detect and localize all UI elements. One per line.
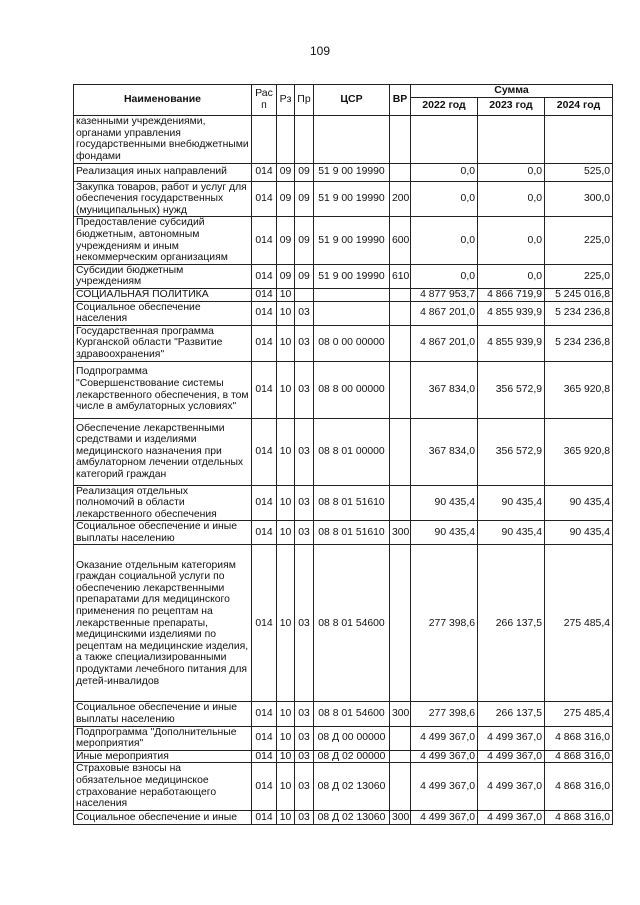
- header-2022: 2022 год: [411, 97, 478, 115]
- row-csr: 51 9 00 19990: [314, 163, 390, 181]
- table-row: [74, 181, 613, 217]
- row-pr: 09: [295, 217, 314, 264]
- row-ras: 014: [252, 264, 277, 288]
- row-amount-2023: 0,0: [478, 181, 545, 217]
- row-ras: 014: [252, 763, 277, 810]
- row-csr: 08 8 01 00000: [314, 418, 390, 485]
- table-row: [74, 545, 613, 702]
- row-rz: 09: [277, 163, 295, 181]
- row-pr: 03: [295, 545, 314, 702]
- row-amount-2023: 90 435,4: [478, 521, 545, 545]
- row-rz: 10: [277, 301, 295, 325]
- row-amount-2023: 4 499 367,0: [478, 750, 545, 763]
- row-amount-2023: 356 572,9: [478, 418, 545, 485]
- row-amount-2023: [478, 115, 545, 163]
- row-amount-2024: 275 485,4: [545, 545, 613, 702]
- row-vr: [390, 726, 411, 750]
- row-rz: 09: [277, 264, 295, 288]
- row-rz: 10: [277, 418, 295, 485]
- row-amount-2024: 225,0: [545, 217, 613, 264]
- row-vr: 610: [390, 264, 411, 288]
- header-csr: ЦСР: [314, 85, 390, 116]
- row-amount-2022: 277 398,6: [411, 545, 478, 702]
- row-name: СОЦИАЛЬНАЯ ПОЛИТИКА: [74, 288, 252, 301]
- row-vr: 300: [390, 810, 411, 824]
- row-vr: [390, 763, 411, 810]
- table-row: [74, 702, 613, 726]
- header-2023: 2023 год: [478, 97, 545, 115]
- row-rz: 10: [277, 521, 295, 545]
- table-row: [74, 163, 613, 181]
- row-amount-2023: 0,0: [478, 264, 545, 288]
- row-ras: 014: [252, 361, 277, 418]
- row-vr: [390, 418, 411, 485]
- row-amount-2022: [411, 115, 478, 163]
- row-vr: 600: [390, 217, 411, 264]
- table-row: [74, 810, 613, 824]
- row-ras: 014: [252, 485, 277, 521]
- row-name: Страховые взносы на обязательное медицинское страхование неработающего населения: [74, 763, 252, 810]
- row-csr: 51 9 00 19990: [314, 217, 390, 264]
- row-csr: 08 Д 00 00000: [314, 726, 390, 750]
- row-ras: 014: [252, 726, 277, 750]
- row-amount-2022: 277 398,6: [411, 702, 478, 726]
- row-vr: [390, 750, 411, 763]
- row-csr: 51 9 00 19990: [314, 264, 390, 288]
- table-row: [74, 763, 613, 810]
- row-amount-2023: 4 866 719,9: [478, 288, 545, 301]
- row-rz: 10: [277, 485, 295, 521]
- row-name: Иные мероприятия: [74, 750, 252, 763]
- row-amount-2023: 0,0: [478, 163, 545, 181]
- row-pr: 03: [295, 810, 314, 824]
- row-csr: [314, 301, 390, 325]
- row-amount-2023: 266 137,5: [478, 702, 545, 726]
- row-vr: [390, 288, 411, 301]
- row-pr: 03: [295, 763, 314, 810]
- row-csr: 08 8 00 00000: [314, 361, 390, 418]
- row-ras: 014: [252, 418, 277, 485]
- row-amount-2024: 365 920,8: [545, 361, 613, 418]
- row-pr: 03: [295, 361, 314, 418]
- row-ras: 014: [252, 325, 277, 361]
- row-name: Социальное обеспечение и иные: [74, 810, 252, 824]
- row-amount-2024: 365 920,8: [545, 418, 613, 485]
- row-amount-2024: 4 868 316,0: [545, 810, 613, 824]
- row-amount-2024: 5 234 236,8: [545, 325, 613, 361]
- row-name: Оказание отдельным категориям граждан социальной услуги по обеспечению лекарственными препаратами для медицинского применения по рецептам на лекарственные препараты, медицинскими изделиями по рецептам на медицинские изделия, а также специализированными продуктами лечебного питания для детей-инвалидов: [74, 545, 252, 702]
- row-amount-2022: 367 834,0: [411, 361, 478, 418]
- row-amount-2024: 5 234 236,8: [545, 301, 613, 325]
- row-amount-2022: 4 867 201,0: [411, 301, 478, 325]
- row-amount-2022: 0,0: [411, 217, 478, 264]
- row-name: Реализация отдельных полномочий в области лекарственного обеспечения: [74, 485, 252, 521]
- table-row: [74, 726, 613, 750]
- row-pr: 03: [295, 521, 314, 545]
- row-pr: [295, 288, 314, 301]
- row-vr: [390, 301, 411, 325]
- row-rz: 10: [277, 763, 295, 810]
- row-amount-2023: 4 499 367,0: [478, 810, 545, 824]
- page-number: 109: [309, 44, 331, 58]
- row-rz: 09: [277, 217, 295, 264]
- row-amount-2024: 225,0: [545, 264, 613, 288]
- row-csr: 08 Д 02 00000: [314, 750, 390, 763]
- row-vr: [390, 163, 411, 181]
- row-amount-2023: 356 572,9: [478, 361, 545, 418]
- header-sum: Сумма: [411, 85, 613, 98]
- row-amount-2024: 4 868 316,0: [545, 763, 613, 810]
- row-name: Закупка товаров, работ и услуг для обеспечения государственных (муниципальных) нужд: [74, 181, 252, 217]
- row-rz: 10: [277, 750, 295, 763]
- row-amount-2023: 0,0: [478, 217, 545, 264]
- row-ras: 014: [252, 217, 277, 264]
- row-amount-2022: 4 867 201,0: [411, 325, 478, 361]
- row-amount-2024: [545, 115, 613, 163]
- row-amount-2022: 4 499 367,0: [411, 726, 478, 750]
- row-csr: 08 0 00 00000: [314, 325, 390, 361]
- row-amount-2022: 4 499 367,0: [411, 810, 478, 824]
- row-ras: 014: [252, 301, 277, 325]
- row-ras: 014: [252, 163, 277, 181]
- row-vr: 300: [390, 702, 411, 726]
- row-amount-2023: 4 499 367,0: [478, 726, 545, 750]
- row-vr: [390, 545, 411, 702]
- row-amount-2024: 525,0: [545, 163, 613, 181]
- row-name: Предоставление субсидий бюджетным, автономным учреждениям и иным некоммерческим организациям: [74, 217, 252, 264]
- row-rz: 10: [277, 726, 295, 750]
- row-ras: 014: [252, 181, 277, 217]
- row-vr: [390, 115, 411, 163]
- row-amount-2022: 367 834,0: [411, 418, 478, 485]
- row-rz: [277, 115, 295, 163]
- row-amount-2024: 90 435,4: [545, 485, 613, 521]
- table-row: [74, 301, 613, 325]
- row-csr: 08 8 01 54600: [314, 545, 390, 702]
- row-amount-2024: 4 868 316,0: [545, 726, 613, 750]
- table-row: [74, 325, 613, 361]
- row-vr: 200: [390, 181, 411, 217]
- row-pr: 09: [295, 163, 314, 181]
- row-vr: [390, 361, 411, 418]
- header-ras: Рас п: [252, 85, 277, 116]
- row-csr: 08 Д 02 13060: [314, 810, 390, 824]
- row-amount-2023: 266 137,5: [478, 545, 545, 702]
- row-rz: 10: [277, 810, 295, 824]
- row-amount-2023: 4 499 367,0: [478, 763, 545, 810]
- table-row: [74, 521, 613, 545]
- row-amount-2022: 0,0: [411, 163, 478, 181]
- row-ras: [252, 115, 277, 163]
- row-name: Социальное обеспечение и иные выплаты населению: [74, 702, 252, 726]
- row-rz: 10: [277, 545, 295, 702]
- table-row: [74, 217, 613, 264]
- table-row: [74, 264, 613, 288]
- row-pr: 03: [295, 702, 314, 726]
- row-ras: 014: [252, 288, 277, 301]
- row-amount-2024: 90 435,4: [545, 521, 613, 545]
- row-csr: 08 Д 02 13060: [314, 763, 390, 810]
- row-rz: 09: [277, 181, 295, 217]
- row-amount-2023: 90 435,4: [478, 485, 545, 521]
- row-name: Подпрограмма "Дополнительные мероприятия": [74, 726, 252, 750]
- header-rz: Рз: [277, 85, 295, 116]
- row-rz: 10: [277, 361, 295, 418]
- row-csr: 08 8 01 51610: [314, 485, 390, 521]
- row-amount-2022: 0,0: [411, 264, 478, 288]
- table-row: [74, 418, 613, 485]
- row-pr: 03: [295, 485, 314, 521]
- header-vr: ВР: [390, 85, 411, 116]
- row-pr: 03: [295, 301, 314, 325]
- row-amount-2023: 4 855 939,9: [478, 301, 545, 325]
- header-name: Наименование: [74, 85, 252, 116]
- row-amount-2022: 4 499 367,0: [411, 763, 478, 810]
- row-pr: 09: [295, 181, 314, 217]
- row-ras: 014: [252, 810, 277, 824]
- budget-table: [73, 84, 613, 825]
- row-pr: 03: [295, 750, 314, 763]
- header-pr: Пр: [295, 85, 314, 116]
- row-name: Реализация иных направлений: [74, 163, 252, 181]
- row-csr: [314, 115, 390, 163]
- row-name: Социальное обеспечение и иные выплаты населению: [74, 521, 252, 545]
- row-amount-2022: 0,0: [411, 181, 478, 217]
- row-name: Подпрограмма "Совершенствование системы лекарственного обеспечения, в том числе в амбулаторных условиях": [74, 361, 252, 418]
- row-amount-2024: 5 245 016,8: [545, 288, 613, 301]
- row-csr: 08 8 01 51610: [314, 521, 390, 545]
- row-amount-2024: 300,0: [545, 181, 613, 217]
- table-row: [74, 361, 613, 418]
- row-csr: 51 9 00 19990: [314, 181, 390, 217]
- table-row: [74, 485, 613, 521]
- row-pr: 03: [295, 726, 314, 750]
- row-name: Субсидии бюджетным учреждениям: [74, 264, 252, 288]
- row-rz: 10: [277, 288, 295, 301]
- row-amount-2023: 4 855 939,9: [478, 325, 545, 361]
- row-rz: 10: [277, 325, 295, 361]
- row-amount-2022: 4 499 367,0: [411, 750, 478, 763]
- header-2024: 2024 год: [545, 97, 613, 115]
- table-body: [74, 115, 613, 824]
- row-ras: 014: [252, 702, 277, 726]
- row-pr: 09: [295, 264, 314, 288]
- table-row: [74, 288, 613, 301]
- row-amount-2022: 90 435,4: [411, 485, 478, 521]
- row-pr: [295, 115, 314, 163]
- row-pr: 03: [295, 418, 314, 485]
- row-ras: 014: [252, 750, 277, 763]
- row-vr: [390, 325, 411, 361]
- row-ras: 014: [252, 545, 277, 702]
- row-ras: 014: [252, 521, 277, 545]
- row-vr: 300: [390, 521, 411, 545]
- row-amount-2024: 4 868 316,0: [545, 750, 613, 763]
- row-pr: 03: [295, 325, 314, 361]
- table-row: [74, 750, 613, 763]
- row-amount-2022: 4 877 953,7: [411, 288, 478, 301]
- table-row: [74, 115, 613, 163]
- row-name: казенными учреждениями, органами управления государственными внебюджетными фондами: [74, 115, 252, 163]
- row-csr: 08 8 01 54600: [314, 702, 390, 726]
- row-rz: 10: [277, 702, 295, 726]
- row-amount-2022: 90 435,4: [411, 521, 478, 545]
- row-csr: [314, 288, 390, 301]
- row-name: Обеспечение лекарственными средствами и изделиями медицинского назначения при амбулаторном лечении отдельных категорий граждан: [74, 418, 252, 485]
- row-amount-2024: 275 485,4: [545, 702, 613, 726]
- row-name: Государственная программа Курганской области "Развитие здравоохранения": [74, 325, 252, 361]
- row-name: Социальное обеспечение населения: [74, 301, 252, 325]
- row-vr: [390, 485, 411, 521]
